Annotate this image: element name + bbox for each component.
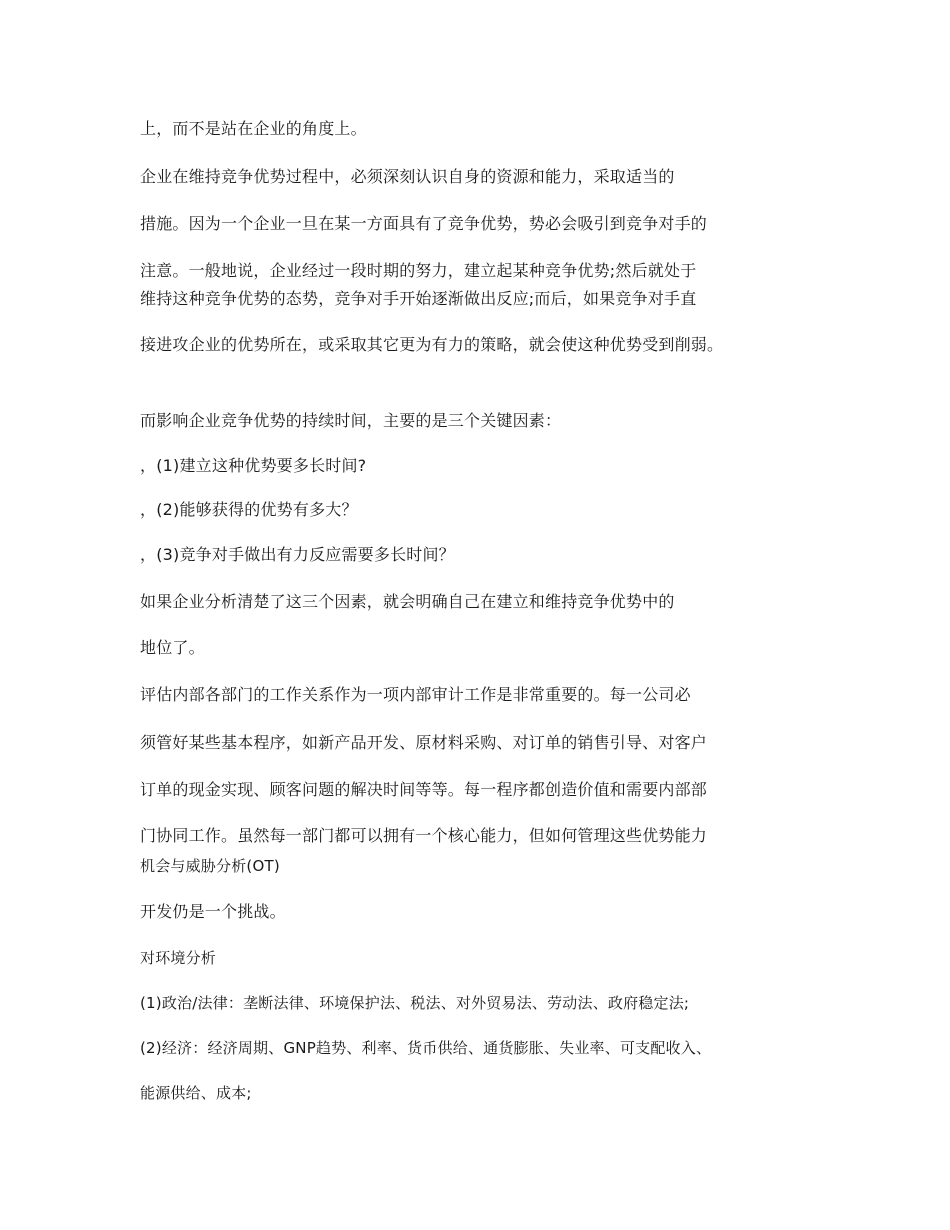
text-line: 订单的现金实现、顾客问题的解决时间等等。每一程序都创造价值和需要内部部: [140, 780, 708, 799]
list-item: 能源供给、成本;: [140, 1084, 252, 1102]
list-item: (2)经济：经济周期、GNP趋势、利率、货币供给、通货膨胀、失业率、可支配收入、: [140, 1039, 712, 1057]
text-line: 企业在维持竞争优势过程中，必须深刻认识自身的资源和能力，采取适当的: [140, 167, 675, 186]
text-line: 须管好某些基本程序，如新产品开发、原材料采购、对订单的销售引导、对客户: [140, 733, 708, 752]
text-line: 维持这种竞争优势的态势，竞争对手开始逐渐做出反应;而后，如果竞争对手直: [140, 289, 697, 308]
text-line: 注意。一般地说，企业经过一段时期的努力，建立起某种竞争优势;然后就处于: [140, 261, 697, 280]
text-line: 评估内部各部门的工作关系作为一项内部审计工作是非常重要的。每一公司必: [140, 685, 691, 704]
text-line: 如果企业分析清楚了这三个因素，就会明确自己在建立和维持竞争优势中的: [140, 592, 675, 611]
text-line: 开发仍是一个挑战。: [140, 902, 286, 921]
section-heading: 机会与威胁分析(OT): [140, 857, 280, 875]
text-line: 地位了。: [140, 638, 205, 657]
list-item: ，(1)建立这种优势要多长时间?: [140, 456, 367, 475]
text-line: 上，而不是站在企业的角度上。: [140, 119, 367, 138]
section-heading: 对环境分析: [140, 949, 217, 967]
text-line: 措施。因为一个企业一旦在某一方面具有了竞争优势，势必会吸引到竞争对手的: [140, 214, 708, 233]
list-item: ，(2)能够获得的优势有多大？: [140, 500, 358, 519]
list-item: (1)政治/法律：垄断法律、环境保护法、税法、对外贸易法、劳动法、政府稳定法;: [140, 994, 690, 1012]
text-line: 接进攻企业的优势所在，或采取其它更为有力的策略，就会使这种优势受到削弱。: [140, 335, 724, 354]
text-line: 门协同工作。虽然每一部门都可以拥有一个核心能力，但如何管理这些优势能力: [140, 826, 708, 845]
text-line: 而影响企业竞争优势的持续时间，主要的是三个关键因素：: [140, 411, 562, 430]
list-item: ，(3)竞争对手做出有力反应需要多长时间？: [140, 545, 455, 564]
